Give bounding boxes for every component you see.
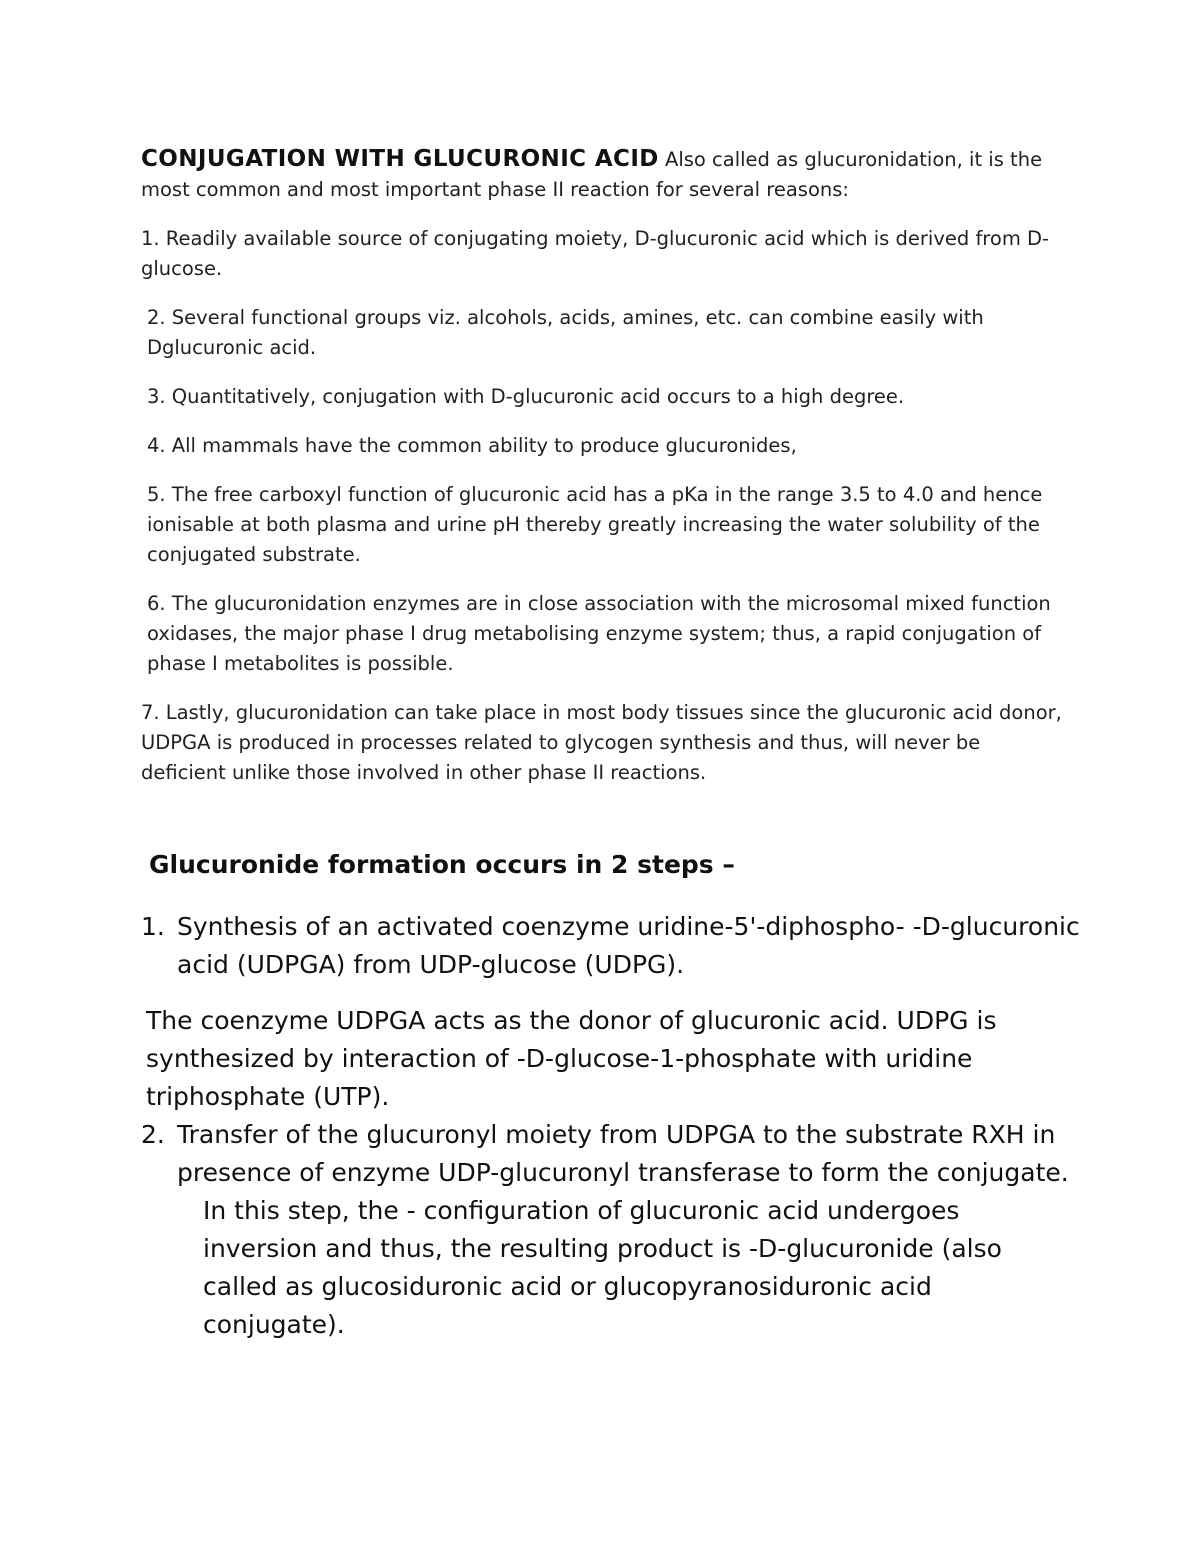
step-number: 2. [141, 1120, 165, 1149]
section-heading: Glucuronide formation occurs in 2 steps – [149, 850, 735, 879]
list-item: 6. The glucuronidation enzymes are in close association with the microsomal mixed function oxidases, the major phase I drug metabolising enzyme system; thus, a rapid conjugation of phase I metabolites is possible. [147, 592, 1051, 675]
list-item: 2. Several functional groups viz. alcohols, acids, amines, etc. can combine easily with Dglucuronic acid. [147, 306, 984, 359]
step-1 [141, 908, 1081, 984]
step-text: Transfer of the glucuronyl moiety from UDPGA to the substrate RXH in presence of enzyme UDP-glucuronyl transferase to form the conjugate. [177, 1120, 1069, 1187]
step-2 [141, 1116, 1081, 1192]
section-glucuronic-acid [141, 144, 1071, 807]
section-title: CONJUGATION WITH GLUCURONIC ACID [141, 146, 659, 172]
list-item: 7. Lastly, glucuronidation can take place in most body tissues since the glucuronic acid donor, UDPGA is produced in processes related to glycogen synthesis and thus, will never be deficient unlike those involved in other phase II reactions. [141, 701, 1062, 784]
coenzyme-paragraph: The coenzyme UDPGA acts as the donor of glucuronic acid. UDPG is synthesized by interaction of -D-glucose-1-phosphate with uridine triphosphate (UTP). [146, 1006, 997, 1111]
list-item: 5. The free carboxyl function of glucuronic acid has a pKa in the range 3.5 to 4.0 and hence ionisable at both plasma and urine pH thereby greatly increasing the water solubility of the conjugated substrate. [147, 483, 1043, 566]
step-number: 1. [141, 912, 165, 941]
list-item: 4. All mammals have the common ability to produce glucuronides, [147, 434, 797, 457]
list-item: 3. Quantitatively, conjugation with D-glucuronic acid occurs to a high degree. [147, 385, 905, 408]
section-glucuronide-formation [141, 846, 1081, 1344]
list-item: 1. Readily available source of conjugating moiety, D-glucuronic acid which is derived from D-glucose. [141, 227, 1050, 280]
step-text: Synthesis of an activated coenzyme uridine-5'-diphospho- -D-glucuronic acid (UDPGA) from UDP-glucose (UDPG). [177, 912, 1080, 979]
intro-paragraph [141, 144, 1071, 205]
step-2-detail: In this step, the - configuration of glucuronic acid undergoes inversion and thus, the resulting product is -D-glucuronide (also called as glucosiduronic acid or glucopyranosiduronic acid conjugate). [203, 1196, 1002, 1339]
intro-text: Also called as glucuronidation, it is the most common and most important phase II reaction for several reasons: [141, 148, 1043, 201]
